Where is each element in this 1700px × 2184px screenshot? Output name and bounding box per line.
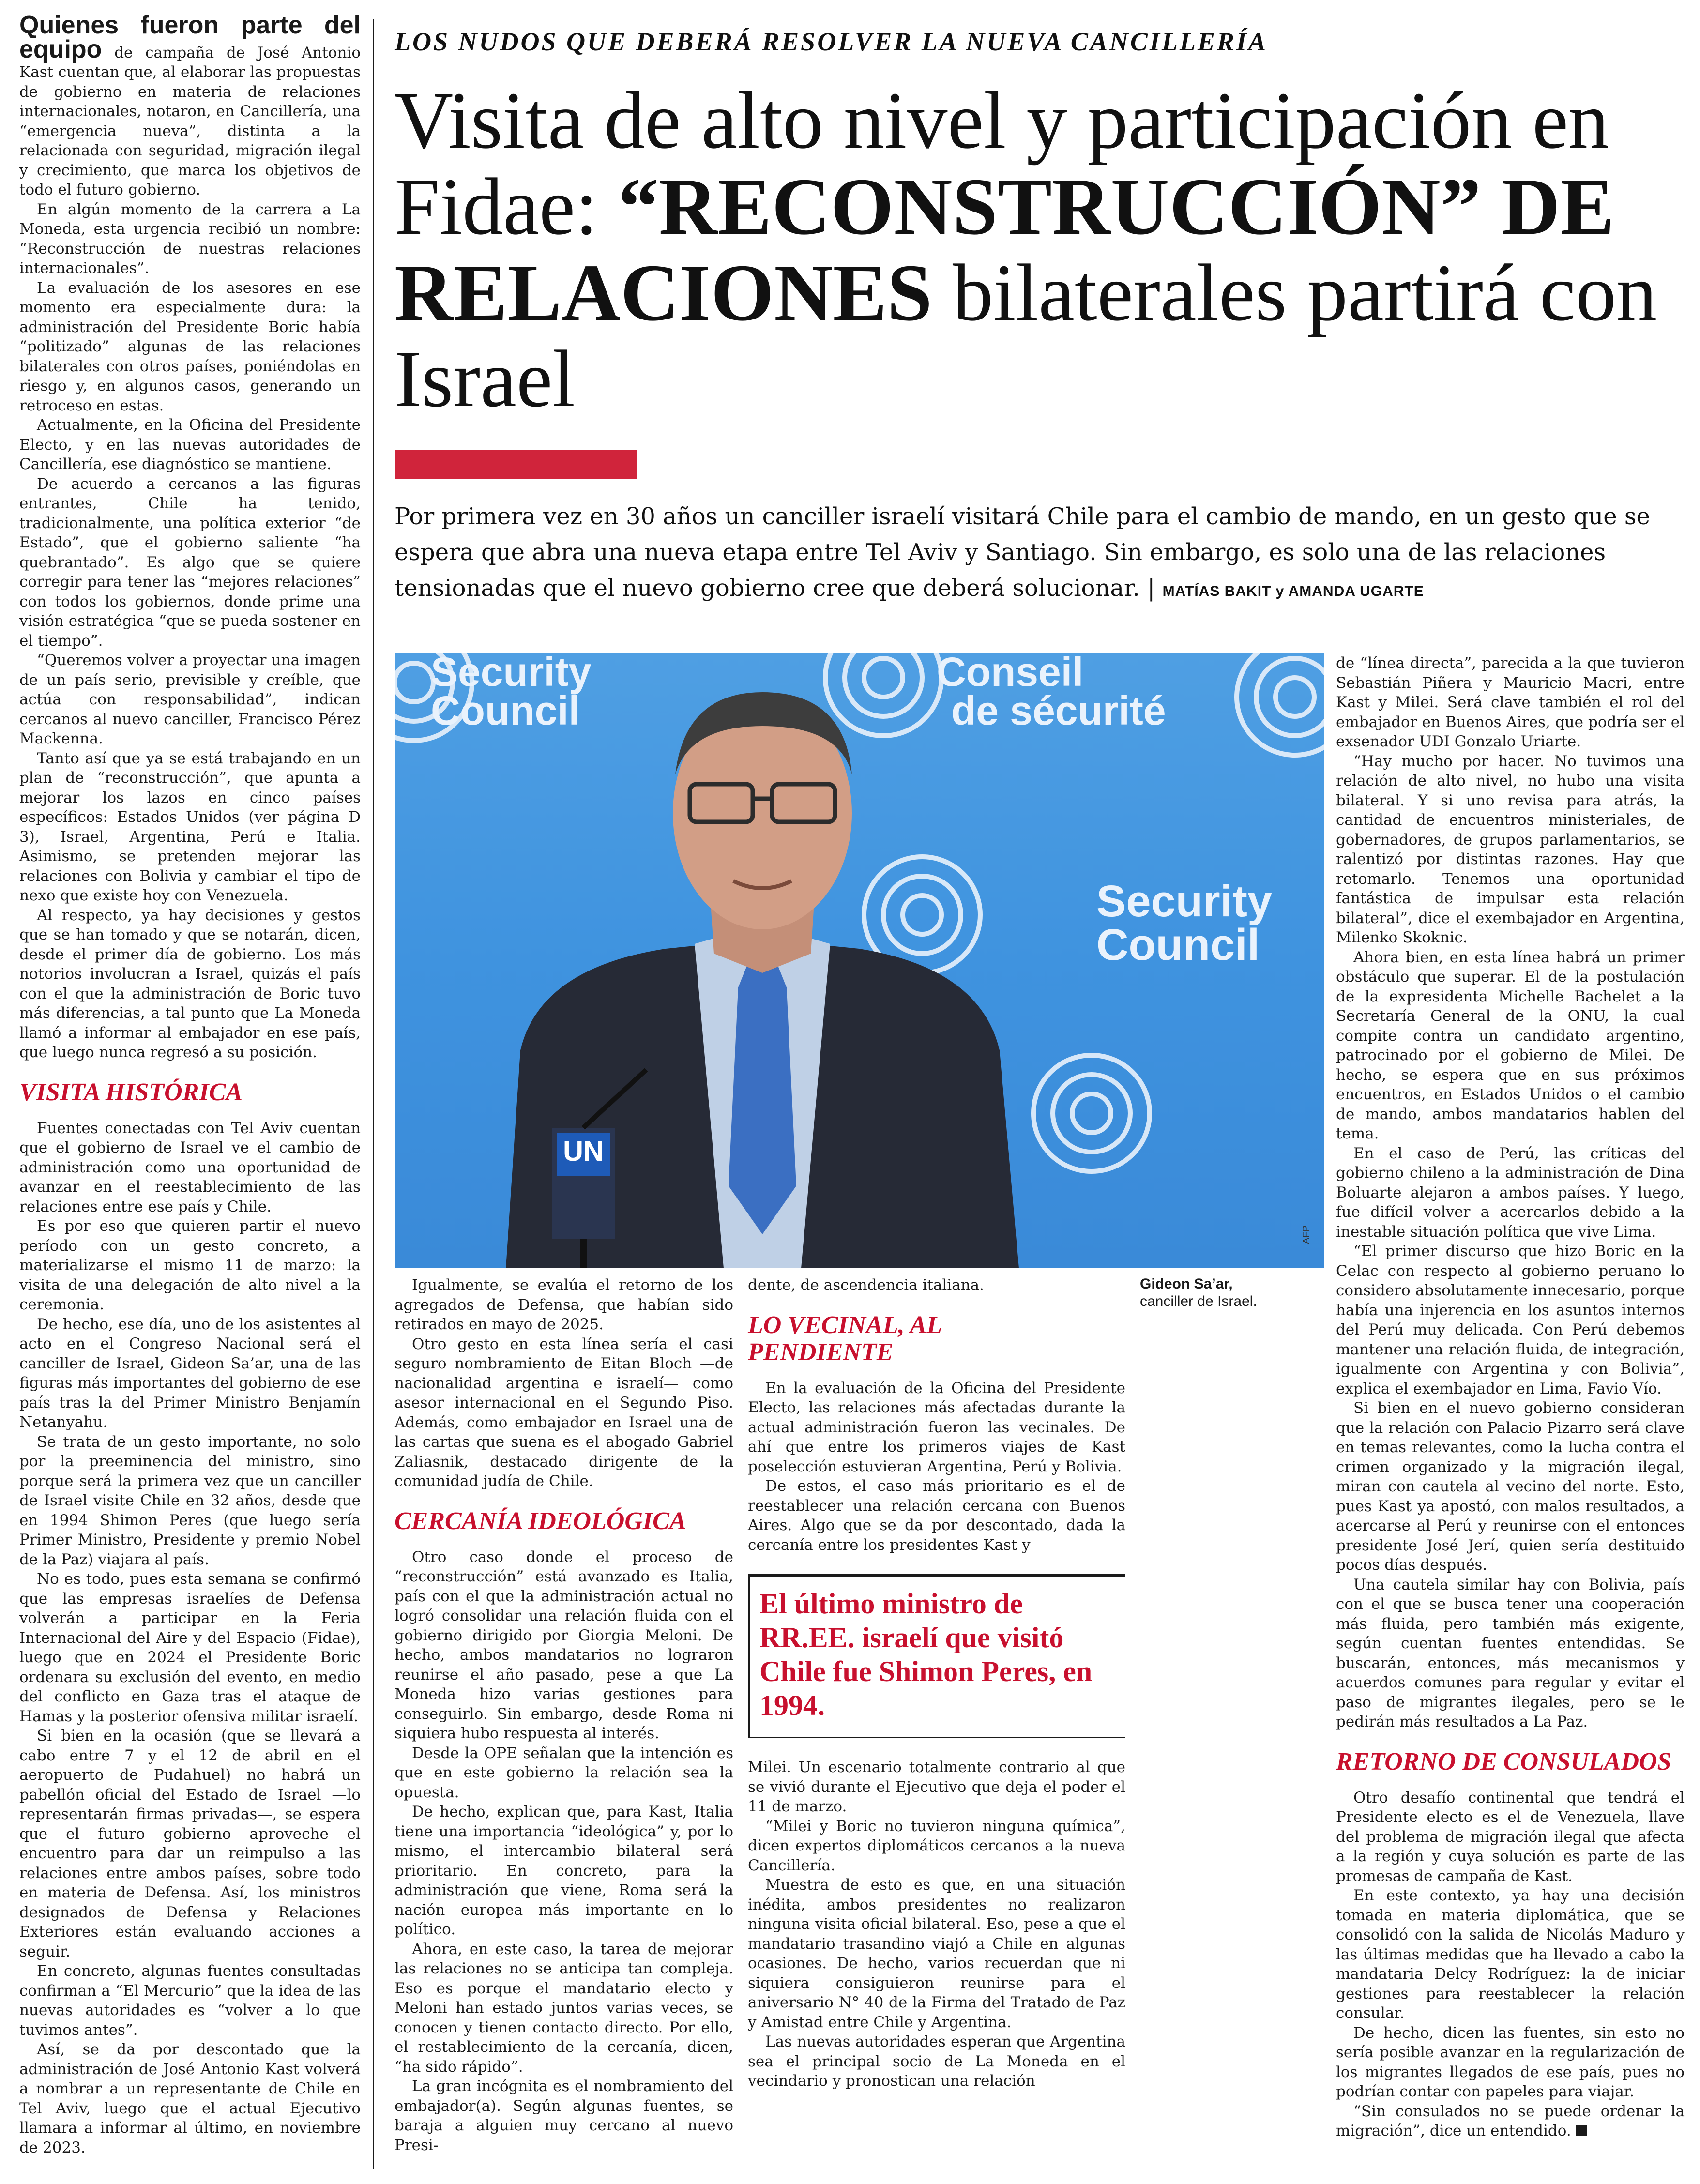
headline-part-b: “RECONSTRUCCIÓN” DE RELACIONES — [395, 162, 1615, 338]
backdrop-text: Conseil — [937, 653, 1084, 695]
paragraph: De hecho, dicen las fuentes, sin esto no sería posible avanzar en la regularización de los migrantes llegados de ese país, pues no podrían contar con papeles para viajar. — [1336, 2024, 1685, 2100]
sidebar-column — [19, 11, 361, 2157]
paragraph: “Hay mucho por hacer. No tuvimos una relación de alto nivel, no hubo una visita bilateral. Y si uno revisa para atrás, la cantidad de encuentros ministeriales, de gobernadores, de grupos parlamentarios, se ralentizó por distintas razones. Hay que retomarlo. Tenemos una oportunidad fantástica de impulsar esta relación bilateral”, dice el exembajador en Argentina, Milenko Skoknic. — [1336, 752, 1685, 946]
paragraph: De estos, el caso más prioritario es el de reestablecer una relación cercana con Buenos Aires. Algo que se da por descontado, dada la cercanía entre los presidentes Kast y — [748, 1477, 1125, 1554]
headline-part-c: bilaterales partirá con Israel — [395, 248, 1657, 424]
byline-separator: | — [1147, 575, 1163, 602]
accent-bar — [395, 450, 637, 479]
backdrop-text: Council — [1096, 920, 1260, 970]
sidebar-paragraphs-2 — [19, 1119, 361, 2158]
paragraph: Es por eso que quieren partir el nuevo período con un gesto concreto, a materializarse el mismo 11 de marzo: la visita de una delegación de alto nivel a la ceremonia. — [19, 1217, 361, 1313]
paragraph: Otro caso donde el proceso de “reconstrucción” está avanzado es Italia, país con el que la administración actual no logró consolidar una relación fluida con el gobierno dirigido por Giorgia Meloni. De hecho, ambos mandatarios no lograron reunirse el año pasado, pese a que La Moneda hizo varias gestiones para conseguirlo. Sin embargo, desde Roma ni siquiera hubo respuesta al interés. — [395, 1548, 733, 1742]
paragraph — [1336, 2102, 1685, 2141]
column-4 — [1336, 653, 1685, 2141]
backdrop-text: Council — [431, 688, 580, 733]
paragraph: Otro desafío continental que tendrá el Presidente electo es el de Venezuela, llave del problema de migración ilegal que afecta a la región y cuya solución es parte de las promesas de campaña de Kast. — [1336, 1789, 1685, 1885]
sidebar-title: Quienes fueron parte del equipo — [19, 11, 361, 63]
paragraph: Desde la OPE señalan que la intención es que en este gobierno la relación sea la opuesta. — [395, 1744, 733, 1801]
paragraph: En la evaluación de la Oficina del Presidente Electo, las relaciones más afectadas durante la actual administración fueron las vecinales. De ahí que entre los primeros viajes de Kast poselección estuvieran Argentina, Perú y Bolivia. — [748, 1379, 1125, 1475]
lede — [395, 499, 1682, 609]
paragraph: Así, se da por descontado que la administración de José Antonio Kast volverá a nombrar a un representante de Chile en Tel Aviv, luego que el actual Ejecutivo llamara a informar al último, en noviembre de 2023. — [19, 2041, 361, 2156]
col3-top — [748, 1275, 1125, 1295]
paragraph: Se trata de un gesto importante, no solo por la preeminencia del ministro, sino porque será la primera vez que un canciller de Israel visite Chile en 32 años, desde que en 1994 Shimon Peres (que luego sería Primer Ministro, Presidente y premio Nobel de la Paz) viajara al país. — [19, 1433, 361, 1568]
paragraph: de “línea directa”, parecida a la que tuvieron Sebastián Piñera y Mauricio Macri, entre Kast y Milei. Será clave también el rol del embajador en Buenos Aires, que podría ser el exsenador UDI Gonzalo Uriarte. — [1336, 654, 1685, 750]
subhead-visita-historica: VISITA HISTÓRICA — [19, 1078, 243, 1106]
col3-paragraphs-2 — [748, 1758, 1125, 2091]
pullquote: El último ministro de RR.EE. israelí que visitó Chile fue Shimon Peres, en 1994. — [759, 1588, 1093, 1721]
paragraph: Ahora, en este caso, la tarea de mejorar las relaciones no se anticipa tan compleja. Eso es porque el mandatario electo y Meloni han estado juntos varias veces, se conocen y tienen contacto directo. Por ello, el restablecimiento de la cercanía, dicen, “ha sido rápido”. — [395, 1940, 733, 2076]
speaker-figure — [395, 653, 1324, 1268]
paragraph: En el caso de Perú, las críticas del gobierno chileno a la administración de Dina Boluarte alejaron a ambos países. Y luego, fue difícil volver a acercarlos debido a la inestable situación política que vive Lima. — [1336, 1144, 1685, 1241]
paragraph: “Queremos volver a proyectar una imagen de un país serio, previsible y creíble, que actúa con responsabilidad”, indican cercanos al nuevo canciller, Francisco Pérez Mackenna. — [19, 652, 361, 747]
paragraph: Igualmente, se evalúa el retorno de los agregados de Defensa, que habían sido retirados en mayo de 2025. — [395, 1276, 733, 1333]
subhead-retorno-de-consulados: RETORNO DE CONSULADOS — [1336, 1747, 1671, 1775]
col4-paragraphs — [1336, 752, 1685, 1732]
backdrop-text: Security — [1096, 877, 1273, 926]
paragraph: De hecho, ese día, uno de los asistentes al acto en el Congreso Nacional será el canciller de Israel, Gideon Sa’ar, una de las figuras más importantes del gobierno de ese país tras la del Primer Ministro Benjamín Netanyahu. — [19, 1315, 361, 1431]
paragraph: Las nuevas autoridades esperan que Argentina sea el principal socio de La Moneda en el vecindario y pronostican una relación — [748, 2033, 1125, 2090]
lede-text: Por primera vez en 30 años un canciller israelí visitará Chile para el cambio de mando, en un gesto que se espera que abra una nueva etapa entre Tel Aviv y Santiago. Sin embargo, es solo una de las relaciones tensionadas que el nuevo gobierno cree que deberá solucionar. — [395, 503, 1650, 602]
col3-paragraphs — [748, 1379, 1125, 1555]
caption-role: canciller de Israel. — [1140, 1293, 1257, 1309]
paragraph: Milei. Un escenario totalmente contrario al que se vivió durante el Ejecutivo que deja el poder el 11 de marzo. — [748, 1759, 1125, 1815]
headline — [395, 77, 1692, 422]
col4-top — [1336, 653, 1685, 752]
col4-paragraphs-2 — [1336, 1788, 1685, 2141]
paragraph: Si bien en la ocasión (que se llevará a cabo entre 7 y el 12 de abril en el aeropuerto de Pudahuel) no habrá un pabellón oficial del Estado de Israel —lo representarán firmas privadas—, se espera que el futuro gobierno aproveche el encuentro para dar un reimpulso a las relaciones entre ambos países, sobre todo en materia de Defensa. Así, los ministros designados de Defensa y Relaciones Exteriores están evaluando acciones a seguir. — [19, 1727, 361, 1960]
paragraph: Al respecto, ya hay decisiones y gestos que se han tomado y que se notarán, dicen, desde el primer día de gobierno. Los más notorios involucran a Israel, quizás el país con el que la administración de Boric tuvo más diferencias, a tal punto que La Moneda llamó a informar al embajador en ese país, que luego nunca regresó a su posición. — [19, 906, 361, 1061]
subhead-lo-vecinal: LO VECINAL, AL PENDIENTE — [748, 1311, 941, 1366]
paragraph: Si bien en el nuevo gobierno consideran que la relación con Palacio Pizarro será clave en temas relevantes, como la lucha contra el crimen organizado y la migración ilegal, miran con cautela al vecino del norte. Esto, pues Kast ya apostó, con malos resultados, a acercarse al Perú y reunirse con el entonces presidente José Jerí, quien sería destituido pocos días después. — [1336, 1399, 1685, 1574]
column-3 — [748, 1275, 1125, 2091]
col2-paragraphs-2 — [395, 1547, 733, 2155]
caption-name: Gideon Sa’ar, — [1140, 1276, 1233, 1292]
sidebar-paragraphs — [19, 200, 361, 1062]
byline: MATÍAS BAKIT y AMANDA UGARTE — [1162, 583, 1424, 599]
paragraph: Fuentes conectadas con Tel Aviv cuentan que el gobierno de Israel ve el cambio de administración como una oportunidad de avanzar en el reestablecimiento de las relaciones entre ese país y Chile. — [19, 1119, 361, 1215]
column-divider — [373, 19, 374, 2169]
col2-paragraphs — [395, 1275, 733, 1491]
photo-caption — [1140, 1275, 1324, 1310]
backdrop-text: Security — [431, 653, 592, 695]
backdrop-text: de sécurité — [951, 688, 1166, 733]
pullquote-box — [748, 1574, 1125, 1738]
sidebar-lead: de campaña de José Antonio Kast cuentan que, al elaborar las propuestas de gobierno en materia de relaciones internacionales, notaron, en Cancillería, una “emergencia nueva”, distinta a la relacionada con seguridad, migración ilegal y crecimiento, que marca los objetivos de todo el futuro gobierno. — [19, 44, 361, 198]
paragraph: En este contexto, ya hay una decisión tomada en materia diplomática, que se consolidó con la salida de Nicolás Maduro y las últimas medidas que ha llevado a cabo la mandataria Delcy Rodríguez: la de iniciar gestiones para reestablecer la relación consular. — [1336, 1887, 1685, 2022]
headline-part-a: Visita de alto nivel y participación en Fidae: — [395, 76, 1609, 252]
paragraph: No es todo, pues esta semana se confirmó que las empresas israelíes de Defensa volverán a participar en la Feria Internacional del Aire y del Espacio (Fidae), luego que en 2024 el Presidente Boric ordenara su exclusión del evento, en medio del conflicto en Gaza tras el ataque de Hamas y la posterior ofensiva militar israelí. — [19, 1570, 361, 1725]
photo — [395, 653, 1324, 1268]
paragraph: En concreto, algunas fuentes consultadas confirman a “El Mercurio” que la idea de las nuevas autoridades es “volver a lo que tuvimos antes”. — [19, 1962, 361, 2039]
paragraph: dente, de ascendencia italiana. — [748, 1276, 985, 1294]
paragraph: La gran incógnita es el nombramiento del embajador(a). Según algunas fuentes, se baraja a alguien muy cercano al nuevo Presi- — [395, 2078, 733, 2154]
paragraph: Ahora bien, en esta línea habrá un primer obstáculo que superar. El de la postulación de la expresidenta Michelle Bachelet a la Secretaría General de la ONU, la cual compite contra un candidato argentino, patrocinado por el gobierno de Milei. De hecho, se espera que en sus próximos encuentros, en Estados Unidos o el cambio de mando, ambos mandatarios hablen del tema. — [1336, 948, 1685, 1142]
mic-label: UN — [563, 1136, 604, 1167]
paragraph: “El primer discurso que hizo Boric en la Celac con respecto al gobierno peruano lo considero absolutamente innecesario, porque había una injerencia en los asuntos internos del Perú muy delicada. Con Perú debemos mantener una relación fluida, de integración, igualmente con Argentina y con Bolivia”, explica el exembajador en Lima, Favio Vío. — [1336, 1243, 1685, 1397]
paragraph: En algún momento de la carrera a La Moneda, esta urgencia recibió un nombre: “Reconstrucción de nuestras relaciones internacionales”. — [19, 200, 361, 277]
paragraph: Una cautela similar hay con Bolivia, país con el que se busca tener una cooperación más fluida, pero también más exigente, según cuentan fuentes entendidas. Se buscarán, entonces, más mecanismos y acuerdos comunes para regular y evitar el paso de migrantes ilegales, pero se le pedirán más resultados a La Paz. — [1336, 1576, 1685, 1730]
end-mark-icon — [1576, 2125, 1587, 2136]
kicker: LOS NUDOS QUE DEBERÁ RESOLVER LA NUEVA CANCILLERÍA — [395, 27, 1268, 56]
column-2 — [395, 1275, 733, 2155]
paragraph: Tanto así que ya se está trabajando en un plan de “reconstrucción”, que apunta a mejorar los lazos en cinco países específicos: Estados Unidos (ver página D 3), Israel, Argentina, Perú e Italia. Asimismo, se pretenden mejorar las relaciones con Bolivia y cambiar el tipo de nexo que existe hoy con Venezuela. — [19, 749, 361, 904]
photo-credit: AFP — [1301, 1225, 1312, 1244]
paragraph: De acuerdo a cercanos a las figuras entrantes, Chile ha tenido, tradicionalmente, una política exterior “de Estado”, que el gobierno saliente “ha quebrantado”. Es algo que se quiere corregir para tener las “mejores relaciones” con todos los gobiernos, donde prime una visión estratégica “que se pueda sostener en el tiempo”. — [19, 475, 361, 650]
sidebar-intro — [19, 11, 361, 200]
subhead-cercania-ideologica: CERCANÍA IDEOLÓGICA — [395, 1507, 686, 1535]
paragraph: “Milei y Boric no tuvieron ninguna química”, dicen expertos diplomáticos cercanos a la nueva Cancillería. — [748, 1817, 1125, 1874]
paragraph: Muestra de esto es que, en una situación inédita, ambos presidentes no realizaron ninguna visita oficial bilateral. Eso, pese a que el mandatario trasandino viajó a Chile en algunas ocasiones. De hecho, varios recuerdan que ni siquiera consiguieron reunirse para el aniversario N° 40 de la Firma del Tratado de Paz y Amistad entre Chile y Argentina. — [748, 1876, 1125, 2031]
paragraph: De hecho, explican que, para Kast, Italia tiene una importancia “ideológica” y, por lo mismo, el intercambio bilateral será prioritario. En concreto, para la administración que viene, Roma será la nación europea más importante en lo político. — [395, 1803, 733, 1938]
closing-quote: “Sin consulados no se puede ordenar la migración”, dice un entendido. — [1336, 2102, 1685, 2139]
paragraph: Actualmente, en la Oficina del Presidente Electo, y en las nuevas autoridades de Cancillería, ese diagnóstico se mantiene. — [19, 416, 361, 473]
paragraph: La evaluación de los asesores en ese momento era especialmente dura: la administración del Presidente Boric había “politizado” algunas de las relaciones bilaterales con otros países, poniéndolas en riesgo y, en algunos casos, generando un retroceso en estas. — [19, 279, 361, 414]
paragraph: Otro gesto en esta línea sería el casi seguro nombramiento de Eitan Bloch —de nacionalidad argentina e israelí— como asesor internacional en el Segundo Piso. Además, como embajador en Israel una de las cartas que suena es el abogado Gabriel Zaliasnik, destacado dirigente de la comunidad judía de Chile. — [395, 1335, 733, 1490]
